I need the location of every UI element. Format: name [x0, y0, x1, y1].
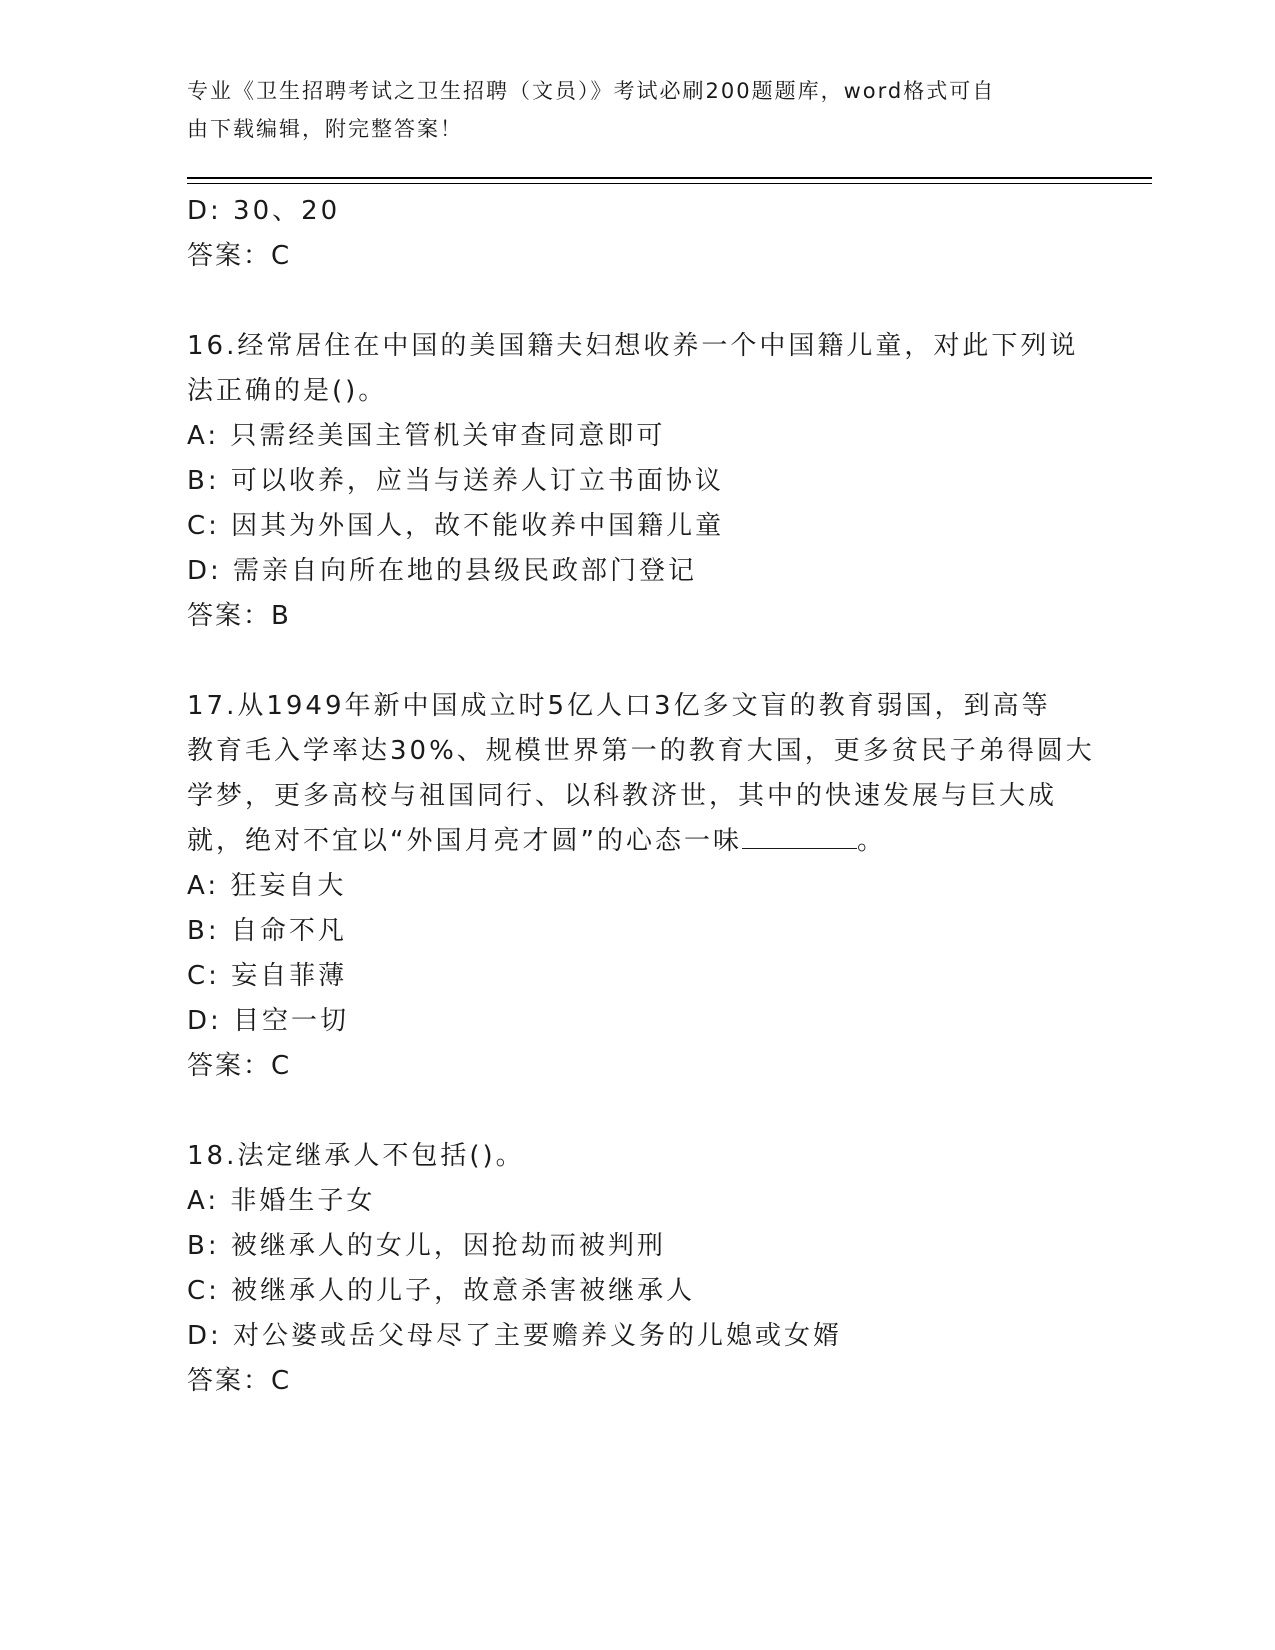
question-16-option-d: D: 需亲自向所在地的县级民政部门登记 [187, 556, 698, 586]
question-16-answer: 答案：B [187, 601, 291, 631]
question-17-stem [187, 684, 1095, 864]
question-17-stem-line: 教育毛入学率达30%、规模世界第一的教育大国，更多贫民子弟得圆大 [187, 736, 1095, 766]
question-17-stem-line-4 [187, 819, 1087, 864]
question-18-answer: 答案：C [187, 1366, 292, 1396]
header-line-2: 由下载编辑，附完整答案！ [187, 117, 463, 141]
question-16-stem-line: 法正确的是()。 [187, 376, 388, 406]
question-16-option-c: C: 因其为外国人，故不能收养中国籍儿童 [187, 511, 725, 541]
question-17-option-a: A: 狂妄自大 [187, 871, 347, 901]
header-rule-thin [187, 183, 1152, 184]
question-17-stem-line: 17.从1949年新中国成立时5亿人口3亿多文盲的教育弱国，到高等 [187, 691, 1051, 721]
spacer [187, 279, 1087, 324]
header-rule-thick [187, 177, 1152, 179]
question-18-option-c: C: 被继承人的儿子，故意杀害被继承人 [187, 1276, 696, 1306]
document-header [187, 72, 1067, 148]
question-18-option-d: D: 对公婆或岳父母尽了主要赡养义务的儿媳或女婿 [187, 1321, 843, 1351]
question-16-stem-line: 16.经常居住在中国的美国籍夫妇想收养一个中国籍儿童，对此下列说 [187, 331, 1079, 361]
question-18-option-a: A: 非婚生子女 [187, 1186, 376, 1216]
question-17-option-d: D: 目空一切 [187, 1006, 350, 1036]
question-16-stem [187, 324, 1087, 414]
prev-answer: 答案：C [187, 241, 292, 271]
question-17-option-b: B: 自命不凡 [187, 916, 347, 946]
question-17-option-c: C: 妄自菲薄 [187, 961, 348, 991]
question-18-option-b: B: 被继承人的女儿，因抢劫而被判刑 [187, 1231, 666, 1261]
spacer [187, 1089, 1087, 1134]
question-17-stem-end: 。 [856, 826, 886, 856]
fill-in-blank [742, 822, 857, 849]
question-16-option-b: B: 可以收养，应当与送养人订立书面协议 [187, 466, 724, 496]
question-content [187, 189, 1095, 1404]
header-line-1: 专业《卫生招聘考试之卫生招聘（文员）》考试必刷200题题库，word格式可自 [187, 79, 996, 103]
question-17-stem-line: 学梦，更多高校与祖国同行、以科教济世，其中的快速发展与巨大成 [187, 781, 1058, 811]
question-18-stem-line: 18.法定继承人不包括()。 [187, 1141, 525, 1171]
question-16-option-a: A: 只需经美国主管机关审查同意即可 [187, 421, 666, 451]
spacer [187, 639, 1087, 684]
question-17-stem-text: 就，绝对不宜以“外国月亮才圆”的心态一味 [187, 826, 742, 856]
prev-option-d: D: 30、20 [187, 196, 341, 226]
question-17-answer: 答案：C [187, 1051, 292, 1081]
question-18-stem [187, 1134, 1087, 1179]
